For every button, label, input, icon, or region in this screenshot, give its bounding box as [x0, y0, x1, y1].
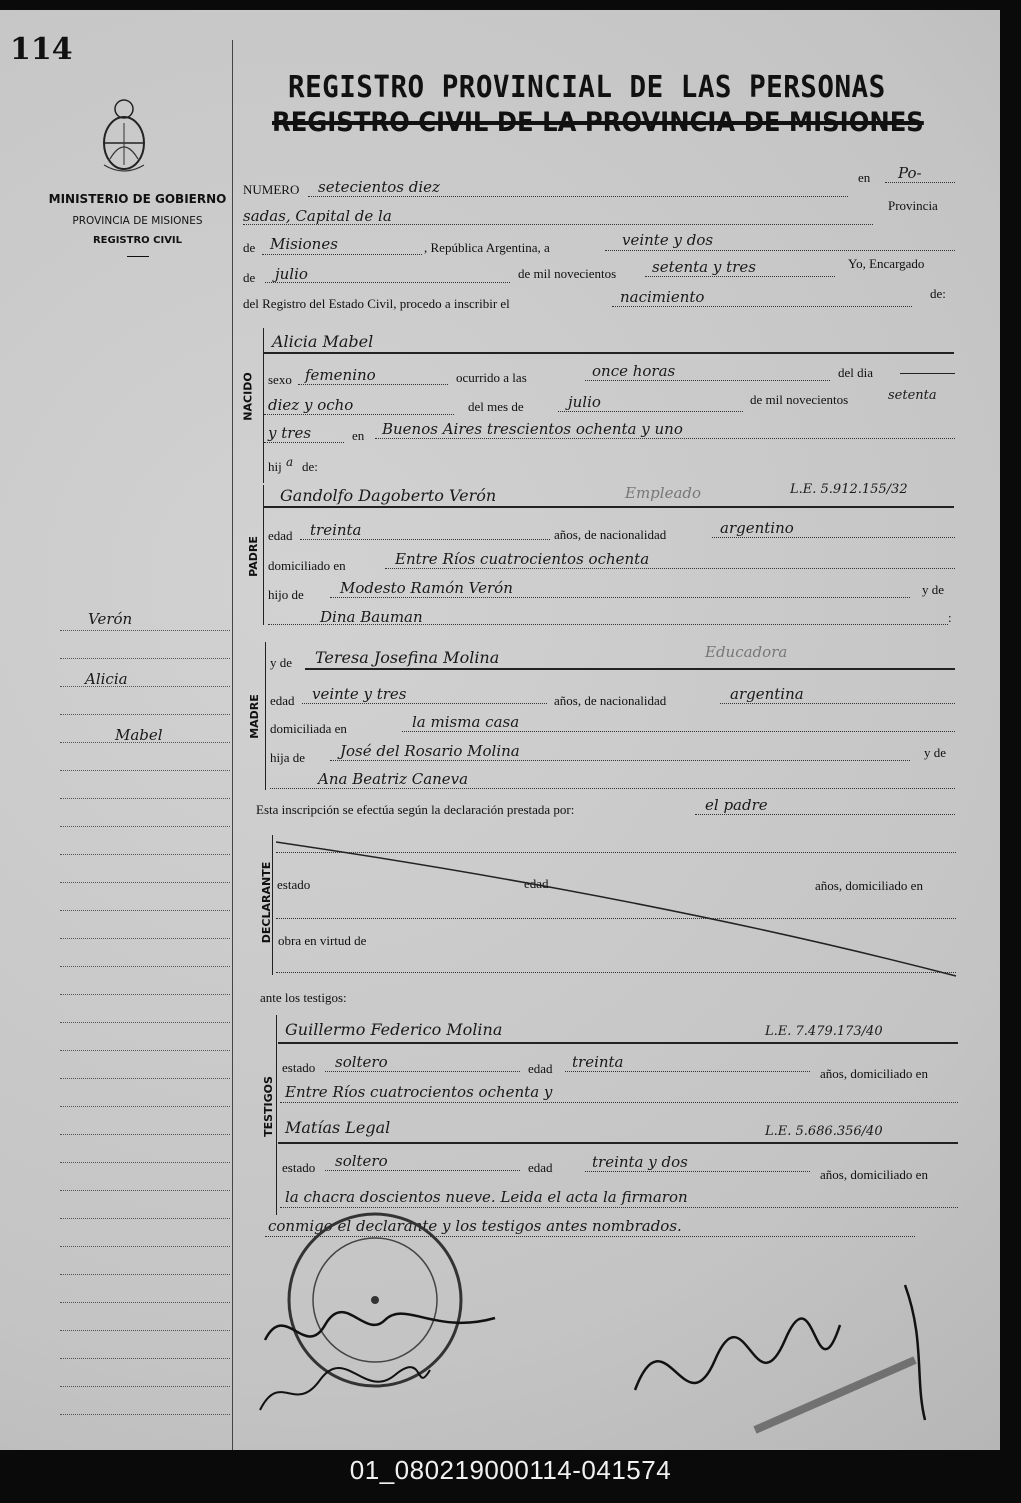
margin-rule-line — [60, 686, 230, 687]
numero-label: NUMERO — [243, 182, 300, 197]
maternal-grandfather-line — [330, 760, 910, 761]
witness2-document: L.E. 5.686.356/40 — [765, 1124, 883, 1139]
del-dia-label: del dia — [838, 365, 874, 380]
witness2-estado-line — [325, 1170, 520, 1171]
ministry-divider — [127, 256, 149, 257]
witness2-estado: soltero — [335, 1152, 388, 1170]
father-occupation: Empleado — [625, 484, 702, 502]
mother-domicilio: la misma casa — [412, 713, 520, 731]
witness1-estado-label: estado — [282, 1060, 316, 1075]
margin-rule-line — [60, 714, 230, 715]
act-line — [612, 306, 912, 307]
margin-rule-line — [60, 630, 230, 631]
father-domicilio-label: domiciliado en — [268, 558, 346, 573]
en-value: Po- — [898, 164, 922, 182]
hora-value: once horas — [592, 362, 676, 380]
margin-rule-line — [60, 742, 230, 743]
witness2-name: Matías Legal — [285, 1118, 391, 1137]
del-registro-label: del Registro del Estado Civil, procedo a inscribir el — [243, 296, 510, 311]
witness1-domicilio: Entre Ríos cuatrocientos ochenta y — [285, 1083, 553, 1101]
province-value: Misiones — [270, 235, 338, 253]
margin-rule-line — [60, 1330, 230, 1331]
sexo-label: sexo — [268, 372, 292, 387]
margin-rule-line — [60, 1218, 230, 1219]
mother-nationality-line — [720, 703, 955, 704]
margin-rule-line — [60, 882, 230, 883]
father-y-de-label: y de — [922, 582, 945, 597]
margin-rule-line — [60, 1414, 230, 1415]
year-line — [645, 276, 835, 277]
witness1-estado: soltero — [335, 1053, 388, 1071]
witness1-edad-line — [565, 1071, 810, 1072]
mother-name-line — [305, 668, 955, 670]
margin-rule-line — [60, 1106, 230, 1107]
ocurrido-label: ocurrido a las — [456, 370, 527, 385]
witness1-estado-line — [325, 1071, 520, 1072]
father-document: L.E. 5.912.155/32 — [790, 482, 908, 497]
margin-rule-line — [60, 854, 230, 855]
witness-signatures-icon — [255, 1280, 515, 1420]
father-edad-line — [300, 539, 550, 540]
registry-name: REGISTRO CIVIL — [92, 235, 183, 246]
mes-line — [558, 411, 743, 412]
father-hijo-label: hijo de — [268, 587, 304, 602]
de-label-2: de — [243, 270, 256, 285]
padre-section-label: PADRE — [246, 536, 260, 577]
ministry-block — [40, 192, 235, 257]
declarante-edad-label: edad — [524, 876, 549, 891]
margin-given2: Mabel — [115, 726, 163, 744]
place-line — [243, 224, 873, 225]
declarante-anios-label: años, domiciliado en — [815, 878, 923, 893]
nacido-section-label: NACIDO — [241, 372, 255, 421]
mes-label: del mes de — [468, 399, 524, 414]
margin-rule-line — [60, 1022, 230, 1023]
month-line — [265, 282, 510, 283]
hij-value: a — [286, 455, 294, 469]
witness1-name: Guillermo Federico Molina — [285, 1020, 503, 1039]
yo-label: Yo, Encargado — [848, 256, 925, 271]
witness1-edad-label: edad — [528, 1061, 553, 1076]
margin-rule-line — [60, 1162, 230, 1163]
mother-occupation: Educadora — [705, 643, 788, 661]
act-value: nacimiento — [620, 288, 705, 306]
father-domicilio-line — [385, 568, 955, 569]
father-nationality-line — [712, 537, 955, 538]
closing-text: conmigo el declarante y los testigos antes nombrados. — [268, 1217, 682, 1235]
margin-rule-line — [60, 798, 230, 799]
paternal-grandmother: Dina Bauman — [320, 608, 423, 626]
mother-domicilio-line — [402, 731, 955, 732]
month-value: julio — [275, 265, 308, 283]
hora-line — [585, 380, 830, 381]
margin-rule-line — [60, 1190, 230, 1191]
margin-rule-line — [60, 1302, 230, 1303]
declarante-obra-label: obra en virtud de — [278, 933, 367, 948]
witness1-edad: treinta — [572, 1053, 624, 1071]
place-value: sadas, Capital de la — [243, 207, 392, 225]
testigos-bracket — [276, 1015, 277, 1215]
margin-rule-line — [60, 1358, 230, 1359]
province-name: PROVINCIA DE MISIONES — [72, 215, 203, 227]
father-domicilio: Entre Ríos cuatrocientos ochenta — [395, 550, 650, 568]
margin-rule-line — [60, 966, 230, 967]
father-colon: : — [948, 610, 952, 625]
maternal-grandfather: José del Rosario Molina — [340, 742, 520, 760]
mother-anios-label: años, de nacionalidad — [554, 693, 667, 708]
anio-value-a: setenta — [888, 388, 937, 403]
declarante-estado-label: estado — [277, 877, 311, 892]
witness1-anios-label: años, domiciliado en — [820, 1066, 928, 1081]
margin-rule-line — [60, 826, 230, 827]
margin-rule-line — [60, 1050, 230, 1051]
mother-edad-value: veinte y tres — [312, 685, 407, 703]
witness1-name-line — [278, 1042, 958, 1044]
cancel-diagonal — [276, 838, 960, 980]
struck-title: REGISTRO CIVIL DE LA PROVINCIA DE MISIONES — [272, 107, 924, 138]
province-line — [262, 254, 422, 255]
declaracion-label: Esta inscripción se efectúa según la declaración prestada por: — [256, 802, 575, 817]
day-value: veinte y dos — [622, 231, 714, 249]
mother-hija-label: hija de — [270, 750, 306, 765]
document-title: REGISTRO PROVINCIAL DE LAS PERSONAS — [288, 70, 886, 105]
father-edad-label: edad — [268, 528, 293, 543]
numero-value: setecientos diez — [318, 178, 440, 196]
testigos-intro-label: ante los testigos: — [260, 990, 347, 1005]
dia-value: diez y ocho — [268, 396, 354, 414]
father-name: Gandolfo Dagoberto Verón — [280, 486, 497, 505]
paternal-grandfather-line — [330, 597, 910, 598]
child-name: Alicia Mabel — [272, 332, 374, 351]
madre-section-label: MADRE — [247, 694, 261, 739]
mil-label: de mil novecientos — [518, 266, 617, 281]
argentine-coat-of-arms-icon — [98, 95, 150, 175]
nacido-mil-label: de mil novecientos — [750, 392, 849, 407]
scan-caption: 01_080219000114-041574 — [349, 1455, 672, 1485]
nacido-en-label: en — [352, 428, 365, 443]
witness2-name-line — [278, 1142, 958, 1144]
mother-y-de-label-2: y de — [924, 745, 947, 760]
mother-nationality: argentina — [730, 685, 804, 703]
mother-domicilio-label: domiciliada en — [270, 721, 347, 736]
hij-label: hij — [268, 459, 282, 474]
en-label: en — [858, 170, 871, 185]
margin-rule-line — [60, 1078, 230, 1079]
witness2-edad-line — [585, 1171, 810, 1172]
margin-given1: Alicia — [85, 670, 128, 688]
birthplace-line — [375, 438, 955, 439]
father-edad-value: treinta — [310, 521, 362, 539]
hij-de-label: de: — [302, 459, 318, 474]
anio-line — [264, 442, 344, 443]
margin-rule-line — [60, 1386, 230, 1387]
de-colon: de: — [930, 286, 946, 301]
officer-signature-icon — [625, 1270, 955, 1445]
witness2-domicilio: la chacra doscientos nueve. Leida el acta la firmaron — [285, 1188, 688, 1206]
margin-rule-line — [60, 1134, 230, 1135]
child-name-line — [264, 352, 954, 354]
father-nationality: argentino — [720, 519, 794, 537]
testigos-section-label: TESTIGOS — [261, 1076, 275, 1137]
dia-dash — [900, 373, 955, 374]
margin-rule-line — [60, 938, 230, 939]
witness2-edad-label: edad — [528, 1160, 553, 1175]
birthplace-value: Buenos Aires trescientos ochenta y uno — [382, 420, 683, 438]
page-number: 114 — [10, 32, 73, 67]
witness2-estado-label: estado — [282, 1160, 316, 1175]
provincia-label: Provincia — [888, 198, 938, 213]
ministry-name: MINISTERIO DE GOBIERNO — [48, 192, 227, 206]
anio-value-b: y tres — [268, 424, 312, 442]
father-anios-label: años, de nacionalidad — [554, 527, 667, 542]
de-label: de — [243, 240, 256, 255]
margin-surname: Verón — [88, 610, 133, 628]
republica-label: , República Argentina, a — [424, 240, 550, 255]
mother-y-de-label: y de — [270, 655, 293, 670]
mother-edad-label: edad — [270, 693, 295, 708]
margin-rule-line — [60, 994, 230, 995]
numero-line — [308, 196, 848, 197]
witness2-edad: treinta y dos — [592, 1153, 688, 1171]
paternal-grandfather: Modesto Ramón Verón — [340, 579, 513, 597]
day-line — [605, 250, 955, 251]
paternal-grandmother-line — [268, 624, 948, 625]
registry-page — [0, 10, 1000, 1450]
mes-value: julio — [568, 393, 601, 411]
declarante-section-label: DECLARANTE — [260, 861, 274, 944]
sexo-value: femenino — [305, 366, 376, 384]
mother-edad-line — [302, 703, 547, 704]
margin-rule-line — [60, 1274, 230, 1275]
witness1-domicilio-line — [280, 1102, 958, 1103]
sexo-line — [298, 384, 448, 385]
margin-rule-line — [60, 910, 230, 911]
margin-rule-line — [60, 770, 230, 771]
mother-name: Teresa Josefina Molina — [315, 648, 500, 667]
declaracion-value: el padre — [705, 796, 768, 814]
madre-bracket — [265, 642, 266, 790]
maternal-grandmother: Ana Beatriz Caneva — [318, 770, 469, 788]
margin-rule-line — [60, 1246, 230, 1247]
dia-line — [264, 414, 454, 415]
witness2-anios-label: años, domiciliado en — [820, 1167, 928, 1182]
margin-rule-line — [60, 658, 230, 659]
declaracion-line — [695, 814, 955, 815]
witness1-document: L.E. 7.479.173/40 — [765, 1024, 883, 1039]
year-value: setenta y tres — [652, 258, 756, 276]
father-name-line — [264, 506, 954, 508]
en-line — [885, 182, 955, 183]
maternal-grandmother-line — [270, 788, 955, 789]
